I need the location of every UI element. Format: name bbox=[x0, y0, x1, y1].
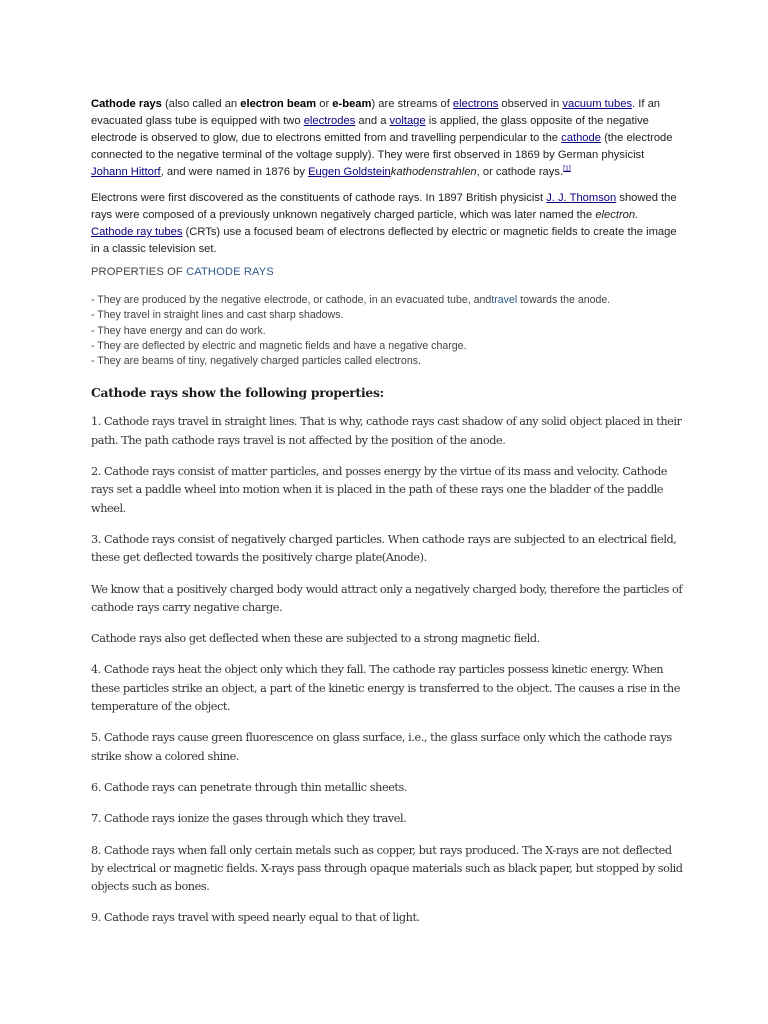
term-electron-beam: electron beam bbox=[240, 98, 317, 110]
properties-list bbox=[91, 293, 679, 369]
list-item: - They have energy and can do work. bbox=[91, 324, 266, 337]
properties-heading bbox=[91, 266, 679, 278]
list-item: - They travel in straight lines and cast sharp shadows. bbox=[91, 309, 344, 322]
text-run: , and were named in 1876 by bbox=[160, 166, 309, 178]
heading-prefix: PROPERTIES OF bbox=[91, 266, 187, 278]
term-kathodenstrahlen: kathodenstrahlen bbox=[390, 166, 477, 178]
link-jj-thomson[interactable]: J. J. Thomson bbox=[546, 192, 617, 204]
link-travel[interactable]: travel bbox=[491, 294, 518, 306]
text-run: (also called an bbox=[161, 98, 241, 110]
link-eugen-goldstein[interactable]: Eugen Goldstein bbox=[308, 166, 391, 178]
text-run: towards the anode. bbox=[517, 294, 611, 306]
list-item: - They are deflected by electric and magnetic fields and have a negative charge. bbox=[91, 339, 467, 352]
text-run: observed in bbox=[498, 98, 563, 110]
text-run: (CRTs) use a focused beam of electrons deflected by electric or magnetic fields to create the image in a classic television set. bbox=[91, 226, 677, 255]
text-run: , or cathode rays. bbox=[476, 166, 564, 178]
term-electron: electron. bbox=[595, 209, 639, 221]
link-johann-hittorf[interactable]: Johann Hittorf bbox=[91, 166, 161, 178]
link-electrons[interactable]: electrons bbox=[452, 98, 499, 110]
list-item: - They are beams of tiny, negatively charged particles called electrons. bbox=[91, 355, 421, 368]
link-electrodes[interactable]: electrodes bbox=[303, 115, 356, 127]
reference-link[interactable]: [1] bbox=[563, 165, 571, 173]
intro-paragraph-1 bbox=[91, 96, 679, 181]
property-paragraph-note: We know that a positively charged body would attract only a negatively charged body, therefore the particles of cathode rays carry negative charge. bbox=[91, 582, 683, 614]
term-cathode-rays: Cathode rays bbox=[91, 98, 162, 110]
link-cathode[interactable]: cathode bbox=[561, 132, 601, 144]
property-paragraph-1: 1. Cathode rays travel in straight lines. That is why, cathode rays cast shadow of any solid object placed in their path. The path cathode rays travel is not affected by the position of the anode. bbox=[91, 415, 682, 447]
text-run: . If an evacuated glass tube is equipped with two bbox=[91, 98, 661, 127]
document-page bbox=[91, 96, 683, 928]
section-title: Cathode rays show the following properties: bbox=[91, 385, 384, 401]
property-paragraph-magnetic: Cathode rays also get deflected when these are subjected to a strong magnetic field. bbox=[91, 632, 540, 646]
text-run: is applied, the glass opposite of the negative electrode is observed to glow, due to electrons emitted from and travelling perpendicular to the bbox=[91, 115, 649, 144]
heading-accent-link[interactable]: CATHODE RAYS bbox=[186, 266, 274, 278]
text-run: and a bbox=[355, 115, 390, 127]
text-run: Electrons were first discovered as the constituents of cathode rays. In 1897 British physicist bbox=[91, 192, 547, 204]
text-run: ) are streams of bbox=[371, 98, 453, 110]
text-run: or bbox=[316, 98, 333, 110]
property-paragraph-9: 9. Cathode rays travel with speed nearly equal to that of light. bbox=[91, 911, 420, 925]
list-item bbox=[91, 293, 679, 308]
link-vacuum-tubes[interactable]: vacuum tubes bbox=[562, 98, 633, 110]
property-paragraph-7: 7. Cathode rays ionize the gases through which they travel. bbox=[91, 812, 407, 826]
property-paragraph-2: 2. Cathode rays consist of matter particles, and posses energy by the virtue of its mass and velocity. Cathode rays set a paddle wheel into motion when it is placed in the path of these rays one the bladder of the paddle wheel. bbox=[91, 465, 668, 515]
property-paragraph-4: 4. Cathode rays heat the object only which they fall. The cathode ray particles possess kinetic energy. When these particles strike an object, a part of the kinetic energy is transferred to the object. The causes a rise in the temperature of the object. bbox=[91, 663, 680, 714]
property-paragraph-5: 5. Cathode rays cause green fluorescence on glass surface, i.e., the glass surface only which the cathode rays strike show a colored shine. bbox=[91, 731, 672, 763]
property-paragraph-8: 8. Cathode rays when fall only certain metals such as copper, but rays produced. The X-rays are not deflected by electrical or magnetic fields. X-rays pass through opaque materials such as black paper, but stopped by solid objects such as bones. bbox=[91, 843, 683, 894]
link-cathode-ray-tubes[interactable]: Cathode ray tubes bbox=[91, 226, 183, 238]
text-run: - They are produced by the negative electrode, or cathode, in an evacuated tube, and bbox=[91, 294, 492, 306]
link-voltage[interactable]: voltage bbox=[389, 115, 426, 127]
text-run: (the electrode connected to the negative terminal of the voltage supply). They were first observed in 1869 by German physicist bbox=[91, 132, 673, 161]
text-run: showed the rays were composed of a previously unknown negatively charged particle, which was later named the bbox=[91, 192, 677, 221]
property-paragraph-3: 3. Cathode rays consist of negatively charged particles. When cathode rays are subjected to an electrical field, these get deflected towards the positively charge plate(Anode). bbox=[91, 532, 677, 565]
term-e-beam: e-beam bbox=[332, 98, 372, 110]
intro-paragraph-2 bbox=[91, 190, 679, 258]
property-paragraph-6: 6. Cathode rays can penetrate through thin metallic sheets. bbox=[91, 780, 408, 794]
